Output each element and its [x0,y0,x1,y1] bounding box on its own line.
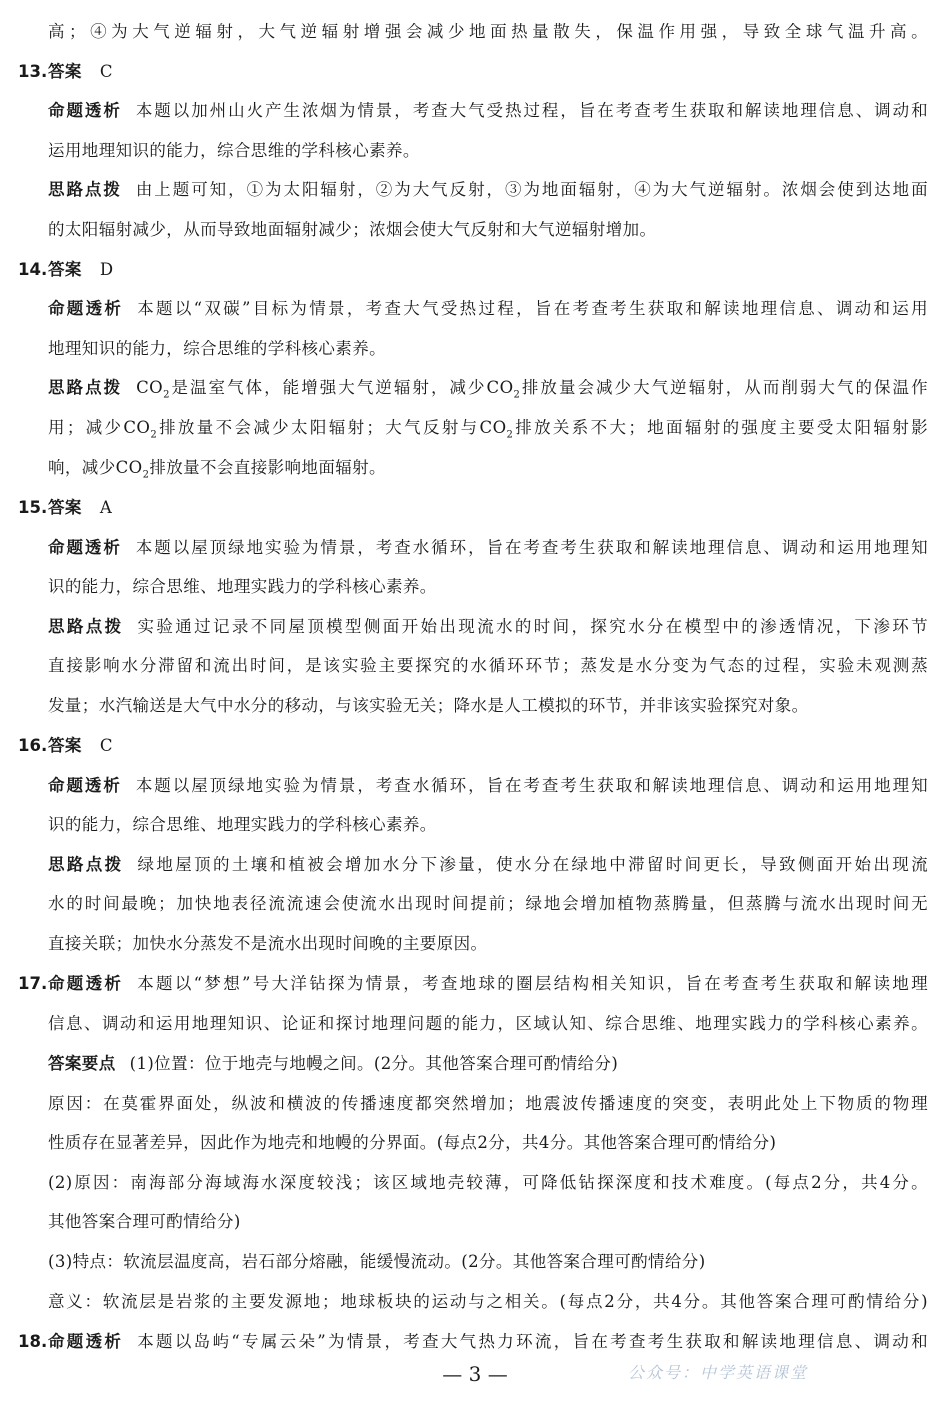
intro-label: 命题透析 [48,538,122,557]
hint-line: 用；减少$CO_2$排放量不会减少太阳辐射；大气反射与$CO_2$排放关系不大；地面辐射的强度主要受太阳辐射影 [48,418,928,441]
question-number-16: 16. [18,736,48,755]
answer-label: 答案 [48,260,82,279]
answer-line-14 [48,258,928,282]
intro-line: 地理知识的能力，综合思维的学科核心素养。 [48,339,386,358]
hint-line: 直接关联；加快水分蒸发不是流水出现时间晚的主要原因。 [48,934,488,953]
hint-line: 响，减少$CO_2$排放量不会直接影响地面辐射。 [48,458,386,481]
key-line: 其他答案合理可酌情给分) [48,1212,241,1231]
question-number-18: 18. [18,1332,48,1351]
question-number-15: 15. [18,498,48,517]
hint-line: 思路点拨 绿地屋顶的土壤和植被会增加水分下渗量，使水分在绿地中滞留时间更长，导致侧面开始出现流 [48,855,928,874]
intro-line: 运用地理知识的能力，综合思维的学科核心素养。 [48,141,420,160]
intro-line: 信息、调动和运用地理知识、论证和探讨地理问题的能力，区域认知、综合思维、地理实践力的学科核心素养。 [48,1014,928,1033]
key-line: 原因：在莫霍界面处，纵波和横波的传播速度都突然增加；地震波传播速度的突变，表明此处上下物质的物理 [48,1094,928,1113]
hint-label: 思路点拨 [48,855,124,874]
intro-label: 命题透析 [48,299,124,318]
answer-value: A [99,498,113,517]
intro-line: 命题透析 本题以屋顶绿地实验为情景，考查水循环，旨在考查考生获取和解读地理信息、调动和运用地理知 [48,776,928,795]
intro-label: 命题透析 [48,101,122,120]
answer-value: D [99,260,114,279]
hint-label: 思路点拨 [48,617,124,636]
answer-value: C [99,736,113,755]
key-line: 意义：软流层是岩浆的主要发源地；地球板块的运动与之相关。(每点2分，共4分。其他答案合理可酌情给分) [48,1292,928,1311]
watermark: 公众号：中学英语课堂 [628,1363,809,1382]
key-label: 答案要点 [48,1054,116,1073]
answer-label: 答案 [48,62,82,81]
answer-line-13 [48,60,928,84]
intro-label: 命题透析 [48,1332,124,1351]
page-number: — 3 — [442,1362,508,1386]
answer-label: 答案 [48,498,82,517]
hint-label: 思路点拨 [48,378,123,397]
question-number-14: 14. [18,260,48,279]
answer-value: C [99,62,113,81]
intro-line: 命题透析 本题以“双碳”目标为情景，考查大气受热过程，旨在考查考生获取和解读地理信息、调动和运用 [48,299,928,318]
intro-line: 命题透析 本题以“梦想”号大洋钻探为情景，考查地球的圈层结构相关知识，旨在考查考生获取和解读地理 [48,974,928,993]
intro-line: 命题透析 本题以岛屿“专属云朵”为情景，考查大气热力环流，旨在考查考生获取和解读地理信息、调动和 [48,1332,928,1351]
intro-line: 命题透析 本题以加州山火产生浓烟为情景，考查大气受热过程，旨在考查考生获取和解读地理信息、调动和 [48,101,928,120]
key-line: 答案要点 (1)位置：位于地壳与地幔之间。(2分。其他答案合理可酌情给分) [48,1054,619,1073]
answer-line-16 [48,734,928,758]
hint-line: 直接影响水分滞留和流出时间，是该实验主要探究的水循环环节；蒸发是水分变为气态的过程，实验未观测蒸 [48,656,928,675]
intro-label: 命题透析 [48,974,124,993]
question-number-17: 17. [18,974,48,993]
hint-line: 水的时间最晚；加快地表径流流速会使流水出现时间提前；绿地会增加植物蒸腾量，但蒸腾与流水出现时间无 [48,894,928,913]
intro-line: 识的能力，综合思维、地理实践力的学科核心素养。 [48,815,437,834]
hint-line: 思路点拨 实验通过记录不同屋顶模型侧面开始出现流水的时间，探究水分在模型中的渗透情况，下渗环节 [48,617,928,636]
hint-line: 发量；水汽输送是大气中水分的移动，与该实验无关；降水是人工模拟的环节，并非该实验探究对象。 [48,696,809,715]
intro-label: 命题透析 [48,776,122,795]
hint-line: 思路点拨 由上题可知，①为太阳辐射，②为大气反射，③为地面辐射，④为大气逆辐射。浓烟会使到达地面 [48,180,928,199]
hint-line: 的太阳辐射减少，从而导致地面辐射减少；浓烟会使大气反射和大气逆辐射增加。 [48,220,657,239]
question-number-13: 13. [18,62,48,81]
answer-line-15 [48,496,928,520]
intro-line: 识的能力，综合思维、地理实践力的学科核心素养。 [48,577,437,596]
key-line: 性质存在显著差异，因此作为地壳和地幔的分界面。(每点2分，共4分。其他答案合理可酌情给分) [48,1133,777,1152]
key-line: (3)特点：软流层温度高，岩石部分熔融，能缓慢流动。(2分。其他答案合理可酌情给分) [48,1252,706,1271]
intro-line: 命题透析 本题以屋顶绿地实验为情景，考查水循环，旨在考查考生获取和解读地理信息、调动和运用地理知 [48,538,928,557]
key-line: (2)原因：南海部分海域海水深度较浅；该区域地壳较薄，可降低钻探深度和技术难度。(每点2分，共4分。 [48,1173,928,1192]
continued-paragraph: 高；④为大气逆辐射，大气逆辐射增强会减少地面热量散失，保温作用强，导致全球气温升高。 [48,22,928,41]
hint-line: 思路点拨 $CO_2$是温室气体，能增强大气逆辐射，减少$CO_2$排放量会减少大气逆辐射，从而削弱大气的保温作 [48,378,928,401]
hint-label: 思路点拨 [48,180,122,199]
answer-label: 答案 [48,736,82,755]
